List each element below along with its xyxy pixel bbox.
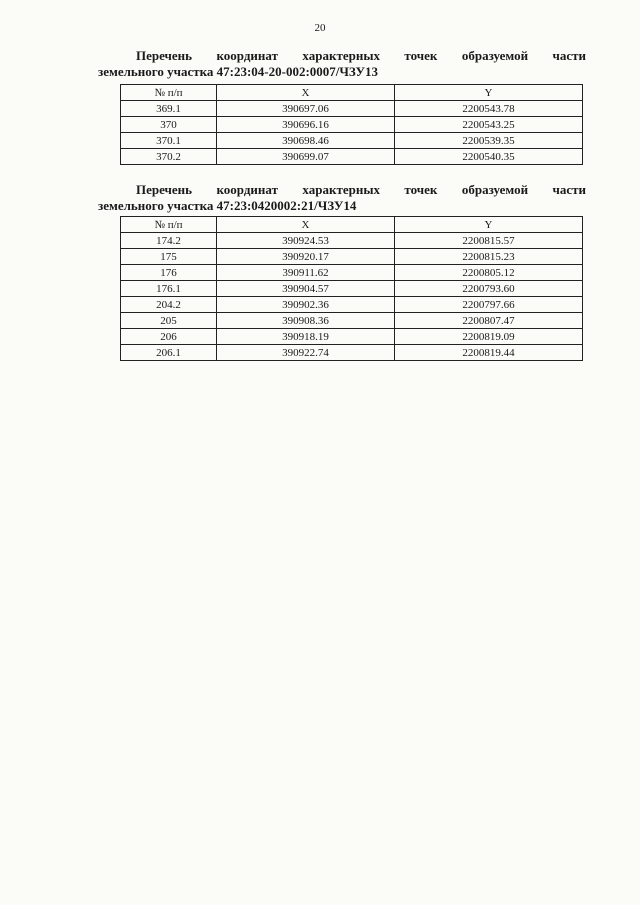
cell-number: 204.2 [121, 297, 217, 313]
cell-y: 2200797.66 [395, 297, 583, 313]
table-header-row [121, 217, 583, 233]
section-chzu14 [98, 182, 586, 214]
section-title-line2: земельного участка 47:23:04-20-002:0007/ЧЗУ13 [98, 64, 379, 79]
cell-number: 206 [121, 329, 217, 345]
table-row [121, 149, 583, 165]
cell-y: 2200543.78 [395, 101, 583, 117]
page-number: 20 [314, 22, 326, 34]
table-row [121, 133, 583, 149]
cell-x: 390699.07 [217, 149, 395, 165]
cell-x: 390698.46 [217, 133, 395, 149]
cell-number: 370.2 [121, 149, 217, 165]
header-number: № п/п [121, 85, 217, 101]
cell-y: 2200815.57 [395, 233, 583, 249]
cell-y: 2200539.35 [395, 133, 583, 149]
cell-number: 175 [121, 249, 217, 265]
table-row [121, 281, 583, 297]
cell-x: 390908.36 [217, 313, 395, 329]
cell-number: 370 [121, 117, 217, 133]
cell-y: 2200793.60 [395, 281, 583, 297]
cell-number: 370.1 [121, 133, 217, 149]
coordinates-table-chzu13 [120, 84, 583, 165]
section-title-line1: Перечень координат характерных точек образуемой части [136, 48, 586, 63]
coordinates-table-chzu14 [120, 216, 583, 361]
cell-number: 176.1 [121, 281, 217, 297]
table-row [121, 345, 583, 361]
cell-y: 2200819.09 [395, 329, 583, 345]
header-number: № п/п [121, 217, 217, 233]
header-y: Y [395, 85, 583, 101]
table-row [121, 101, 583, 117]
header-y: Y [395, 217, 583, 233]
header-x: X [217, 85, 395, 101]
section-title-line1: Перечень координат характерных точек образуемой части [136, 182, 586, 197]
cell-y: 2200540.35 [395, 149, 583, 165]
cell-number: 206.1 [121, 345, 217, 361]
cell-y: 2200815.23 [395, 249, 583, 265]
cell-y: 2200543.25 [395, 117, 583, 133]
table-header-row [121, 85, 583, 101]
section-title-line2: земельного участка 47:23:0420002:21/ЧЗУ14 [98, 198, 357, 213]
cell-x: 390696.16 [217, 117, 395, 133]
cell-number: 205 [121, 313, 217, 329]
table-row [121, 313, 583, 329]
cell-y: 2200807.47 [395, 313, 583, 329]
table-row [121, 265, 583, 281]
section-chzu13 [98, 48, 586, 80]
cell-x: 390902.36 [217, 297, 395, 313]
cell-number: 369.1 [121, 101, 217, 117]
cell-x: 390922.74 [217, 345, 395, 361]
cell-y: 2200805.12 [395, 265, 583, 281]
section-title [98, 182, 586, 214]
cell-x: 390924.53 [217, 233, 395, 249]
cell-number: 174.2 [121, 233, 217, 249]
table-row [121, 233, 583, 249]
cell-x: 390911.62 [217, 265, 395, 281]
section-title [98, 48, 586, 80]
cell-x: 390918.19 [217, 329, 395, 345]
table-row [121, 297, 583, 313]
table-row [121, 329, 583, 345]
header-x: X [217, 217, 395, 233]
cell-number: 176 [121, 265, 217, 281]
cell-x: 390697.06 [217, 101, 395, 117]
cell-x: 390920.17 [217, 249, 395, 265]
table-row [121, 249, 583, 265]
table-row [121, 117, 583, 133]
cell-x: 390904.57 [217, 281, 395, 297]
cell-y: 2200819.44 [395, 345, 583, 361]
